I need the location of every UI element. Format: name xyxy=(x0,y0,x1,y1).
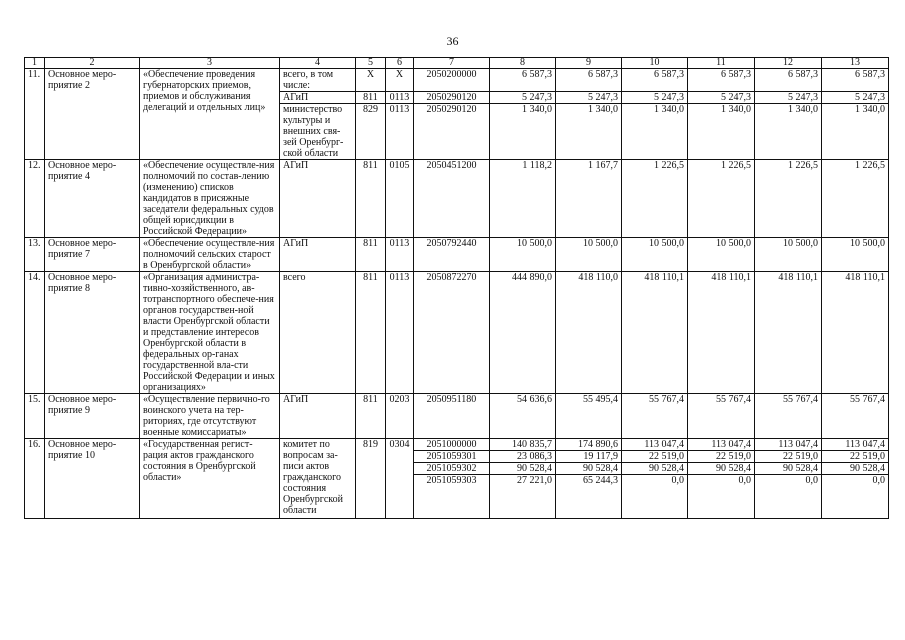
section-code: 0113 xyxy=(386,104,414,160)
executor: АГиП xyxy=(280,92,356,104)
measure-name: Основное меро-приятие 7 xyxy=(45,238,140,272)
value-cell: 55 767,4 xyxy=(688,394,755,439)
value-cell: 5 247,3 xyxy=(490,92,556,104)
header-cell: 1 xyxy=(25,58,45,69)
table-row xyxy=(25,69,889,92)
value-cell: 90 528,4 xyxy=(622,463,688,475)
value-cell: 0,0 xyxy=(822,475,889,519)
value-cell: 174 890,6 xyxy=(556,439,622,451)
value-cell: 1 340,0 xyxy=(490,104,556,160)
value-cell: 0,0 xyxy=(688,475,755,519)
value-cell: 65 244,3 xyxy=(556,475,622,519)
value-cell: 55 767,4 xyxy=(622,394,688,439)
target-code: 2051059301 xyxy=(414,451,490,463)
measure-description: «Государственная регист-рация актов гражданского состояния в Оренбургской области» xyxy=(140,439,280,519)
value-cell: 6 587,3 xyxy=(688,69,755,92)
value-cell: 23 086,3 xyxy=(490,451,556,463)
executor: министерство культуры и внешних свя-зей Оренбург-ской области xyxy=(280,104,356,160)
row-number: 16. xyxy=(25,439,45,519)
value-cell: 10 500,0 xyxy=(755,238,822,272)
value-cell: 5 247,3 xyxy=(688,92,755,104)
table-row xyxy=(25,272,889,394)
value-cell: 1 226,5 xyxy=(755,160,822,238)
value-cell: 113 047,4 xyxy=(688,439,755,451)
value-cell: 22 519,0 xyxy=(822,451,889,463)
row-number: 13. xyxy=(25,238,45,272)
target-code: 2050451200 xyxy=(414,160,490,238)
measure-description: «Организация администра-тивно-хозяйственного, ав-тотранспортного обеспече-ния органов государствен-ной власти Оренбургской области и представление интересов Оренбургской области в федеральных ор-ганах государственной вла-сти Российской Федерации и иных организациях» xyxy=(140,272,280,394)
value-cell: 1 167,7 xyxy=(556,160,622,238)
value-cell: 5 247,3 xyxy=(755,92,822,104)
target-code: 2050290120 xyxy=(414,92,490,104)
value-cell: 418 110,1 xyxy=(822,272,889,394)
value-cell: 1 226,5 xyxy=(688,160,755,238)
grbs-code: 819 xyxy=(356,439,386,519)
value-cell: 444 890,0 xyxy=(490,272,556,394)
page-number: 36 xyxy=(446,34,459,48)
row-number: 15. xyxy=(25,394,45,439)
executor: всего, в том числе: xyxy=(280,69,356,92)
value-cell: 1 118,2 xyxy=(490,160,556,238)
section-code: 0113 xyxy=(386,92,414,104)
table-row xyxy=(25,238,889,272)
value-cell: 1 226,5 xyxy=(822,160,889,238)
executor: АГиП xyxy=(280,394,356,439)
header-cell: 6 xyxy=(386,58,414,69)
value-cell: 6 587,3 xyxy=(755,69,822,92)
executor: АГиП xyxy=(280,238,356,272)
value-cell: 27 221,0 xyxy=(490,475,556,519)
header-cell: 8 xyxy=(490,58,556,69)
value-cell: 113 047,4 xyxy=(755,439,822,451)
section-code: X xyxy=(386,69,414,92)
section-code: 0304 xyxy=(386,439,414,519)
header-cell: 3 xyxy=(140,58,280,69)
value-cell: 10 500,0 xyxy=(556,238,622,272)
grbs-code: 829 xyxy=(356,104,386,160)
executor: всего xyxy=(280,272,356,394)
measure-name: Основное меро-приятие 10 xyxy=(45,439,140,519)
target-code: 2050872270 xyxy=(414,272,490,394)
value-cell: 418 110,1 xyxy=(688,272,755,394)
value-cell: 90 528,4 xyxy=(688,463,755,475)
value-cell: 55 767,4 xyxy=(822,394,889,439)
value-cell: 54 636,6 xyxy=(490,394,556,439)
value-cell: 90 528,4 xyxy=(822,463,889,475)
header-cell: 10 xyxy=(622,58,688,69)
section-code: 0113 xyxy=(386,238,414,272)
budget-table xyxy=(24,57,889,519)
section-code: 0203 xyxy=(386,394,414,439)
header-row xyxy=(25,58,889,69)
grbs-code: 811 xyxy=(356,272,386,394)
section-code: 0105 xyxy=(386,160,414,238)
value-cell: 418 110,1 xyxy=(622,272,688,394)
value-cell: 22 519,0 xyxy=(688,451,755,463)
value-cell: 0,0 xyxy=(622,475,688,519)
header-cell: 4 xyxy=(280,58,356,69)
header-cell: 5 xyxy=(356,58,386,69)
measure-name: Основное меро-приятие 8 xyxy=(45,272,140,394)
grbs-code: 811 xyxy=(356,160,386,238)
target-code: 2051059302 xyxy=(414,463,490,475)
value-cell: 6 587,3 xyxy=(822,69,889,92)
value-cell: 10 500,0 xyxy=(822,238,889,272)
header-cell: 2 xyxy=(45,58,140,69)
row-number: 12. xyxy=(25,160,45,238)
target-code: 2050792440 xyxy=(414,238,490,272)
measure-description: «Обеспечение проведения губернаторских приемов, приемов и обслуживания делегаций и отдельных лиц» xyxy=(140,69,280,160)
value-cell: 10 500,0 xyxy=(490,238,556,272)
executor: комитет по вопросам за-писи актов гражданского состояния Оренбургской области xyxy=(280,439,356,519)
grbs-code: X xyxy=(356,69,386,92)
header-cell: 13 xyxy=(822,58,889,69)
table-row xyxy=(25,160,889,238)
value-cell: 90 528,4 xyxy=(755,463,822,475)
value-cell: 22 519,0 xyxy=(622,451,688,463)
value-cell: 10 500,0 xyxy=(622,238,688,272)
measure-name: Основное меро-приятие 9 xyxy=(45,394,140,439)
value-cell: 6 587,3 xyxy=(556,69,622,92)
value-cell: 55 767,4 xyxy=(755,394,822,439)
measure-description: «Обеспечение осуществле-ния полномочий сельских старост в Оренбургской области» xyxy=(140,238,280,272)
measure-name: Основное меро-приятие 4 xyxy=(45,160,140,238)
value-cell: 1 226,5 xyxy=(622,160,688,238)
value-cell: 6 587,3 xyxy=(490,69,556,92)
value-cell: 418 110,1 xyxy=(755,272,822,394)
measure-description: «Осуществление первично-го воинского учета на тер-риториях, где отсутствуют военные комиссариаты» xyxy=(140,394,280,439)
executor: АГиП xyxy=(280,160,356,238)
value-cell: 5 247,3 xyxy=(556,92,622,104)
value-cell: 19 117,9 xyxy=(556,451,622,463)
table-row xyxy=(25,394,889,439)
measure-description: «Обеспечение осуществле-ния полномочий по состав-лению (изменению) списков кандидатов в присяжные заседатели федеральных судов общей юрисдикции в Российской Федерации» xyxy=(140,160,280,238)
value-cell: 140 835,7 xyxy=(490,439,556,451)
value-cell: 418 110,0 xyxy=(556,272,622,394)
value-cell: 113 047,4 xyxy=(822,439,889,451)
header-cell: 7 xyxy=(414,58,490,69)
value-cell: 5 247,3 xyxy=(822,92,889,104)
measure-name: Основное меро-приятие 2 xyxy=(45,69,140,160)
value-cell: 1 340,0 xyxy=(822,104,889,160)
value-cell: 1 340,0 xyxy=(688,104,755,160)
value-cell: 6 587,3 xyxy=(622,69,688,92)
section-code: 0113 xyxy=(386,272,414,394)
grbs-code: 811 xyxy=(356,394,386,439)
grbs-code: 811 xyxy=(356,238,386,272)
grbs-code: 811 xyxy=(356,92,386,104)
target-code: 2051059303 xyxy=(414,475,490,519)
row-number: 14. xyxy=(25,272,45,394)
table-row xyxy=(25,439,889,451)
value-cell: 90 528,4 xyxy=(490,463,556,475)
value-cell: 55 495,4 xyxy=(556,394,622,439)
row-number: 11. xyxy=(25,69,45,160)
header-cell: 9 xyxy=(556,58,622,69)
target-code: 2051000000 xyxy=(414,439,490,451)
value-cell: 113 047,4 xyxy=(622,439,688,451)
value-cell: 22 519,0 xyxy=(755,451,822,463)
target-code: 2050951180 xyxy=(414,394,490,439)
target-code: 2050200000 xyxy=(414,69,490,92)
value-cell: 1 340,0 xyxy=(622,104,688,160)
target-code: 2050290120 xyxy=(414,104,490,160)
value-cell: 10 500,0 xyxy=(688,238,755,272)
value-cell: 1 340,0 xyxy=(755,104,822,160)
value-cell: 90 528,4 xyxy=(556,463,622,475)
value-cell: 1 340,0 xyxy=(556,104,622,160)
header-cell: 12 xyxy=(755,58,822,69)
value-cell: 0,0 xyxy=(755,475,822,519)
value-cell: 5 247,3 xyxy=(622,92,688,104)
header-cell: 11 xyxy=(688,58,755,69)
